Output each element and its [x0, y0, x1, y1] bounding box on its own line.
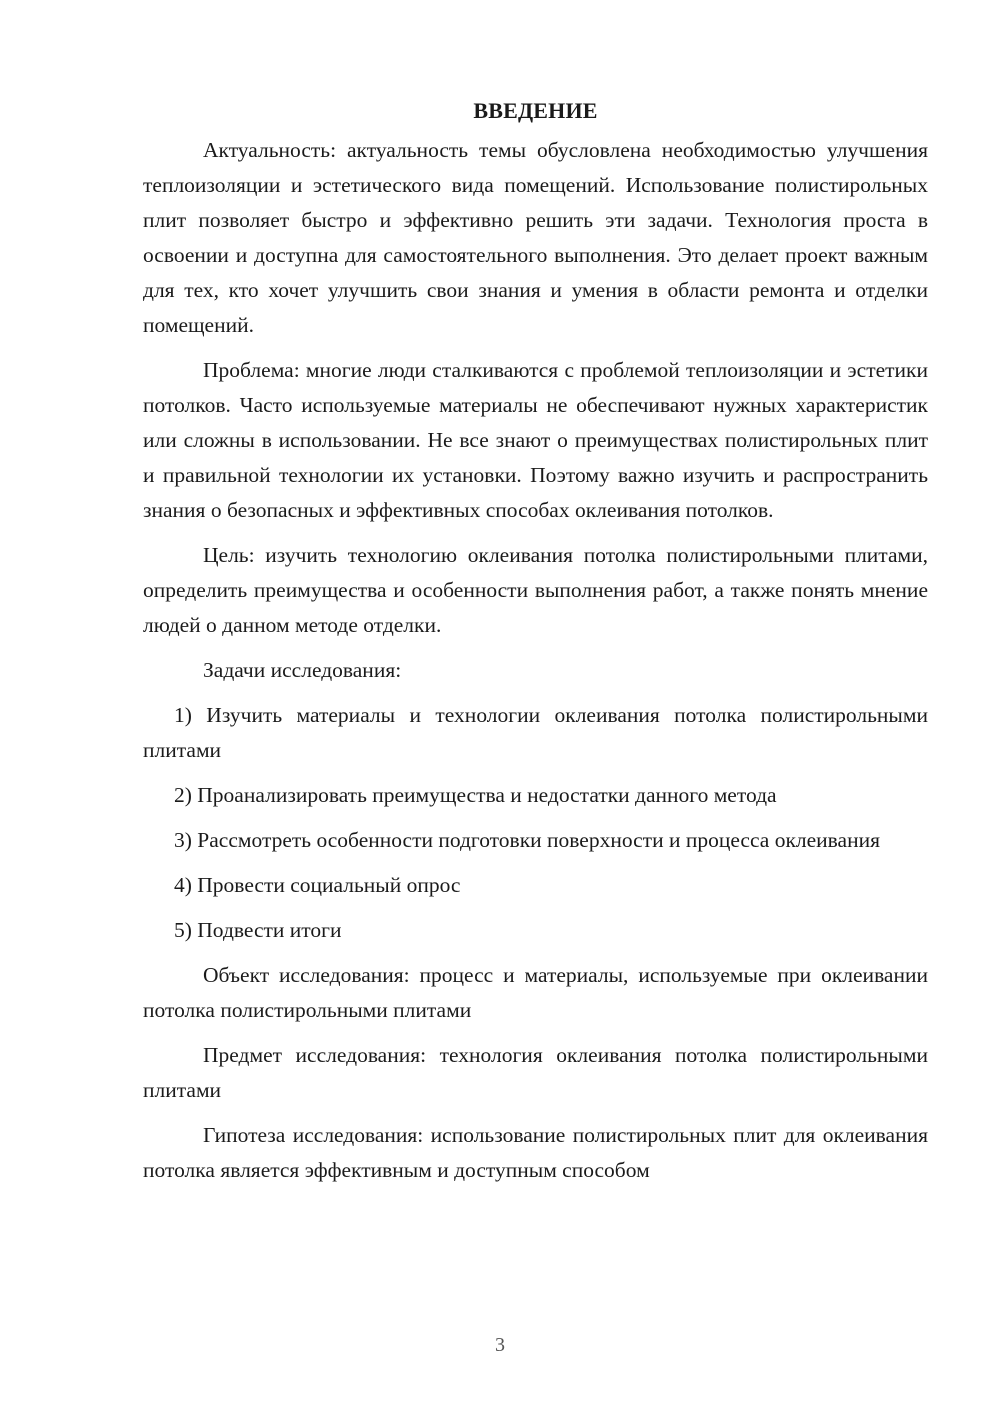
task-item-3: 3) Рассмотреть особенности подготовки поверхности и процесса оклеивания — [174, 828, 880, 852]
subject-paragraph: Предмет исследования: технология оклеивания потолка полистирольными плитами — [143, 1043, 928, 1102]
task-item-2: 2) Проанализировать преимущества и недостатки данного метода — [174, 783, 777, 807]
relevance-paragraph: Актуальность: актуальность темы обусловлена необходимостью улучшения теплоизоляции и эстетического вида помещений. Использование полистирольных плит позволяет быстро и эффективно решить эти задачи. Технология проста в освоении и доступна для самостоятельного выполнения. Это делает проект важным для тех, кто хочет улучшить свои знания и умения в области ремонта и отделки помещений. — [143, 138, 928, 337]
task-item-4: 4) Провести социальный опрос — [174, 873, 461, 897]
page-number: 3 — [495, 1334, 505, 1356]
tasks-heading: Задачи исследования: — [203, 658, 402, 682]
page-title: ВВЕДЕНИЕ — [473, 98, 598, 123]
task-item-5: 5) Подвести итоги — [174, 918, 342, 942]
goal-paragraph: Цель: изучить технологию оклеивания потолка полистирольными плитами, определить преимущества и особенности выполнения работ, а также понять мнение людей о данном методе отделки. — [143, 543, 928, 637]
problem-paragraph: Проблема: многие люди сталкиваются с проблемой теплоизоляции и эстетики потолков. Часто используемые материалы не обеспечивают нужных характеристик или сложны в использовании. Не все знают о преимуществах полистирольных плит и правильной технологии их установки. Поэтому важно изучить и распространить знания о безопасных и эффективных способах оклеивания потолков. — [143, 358, 928, 522]
task-item-1: 1) Изучить материалы и технологии оклеивания потолка полистирольными плитами — [143, 703, 928, 762]
object-paragraph: Объект исследования: процесс и материалы, используемые при оклеивании потолка полистирольными плитами — [143, 963, 928, 1022]
document-page — [143, 95, 928, 1198]
hypothesis-paragraph: Гипотеза исследования: использование полистирольных плит для оклеивания потолка является эффективным и доступным способом — [143, 1123, 928, 1182]
